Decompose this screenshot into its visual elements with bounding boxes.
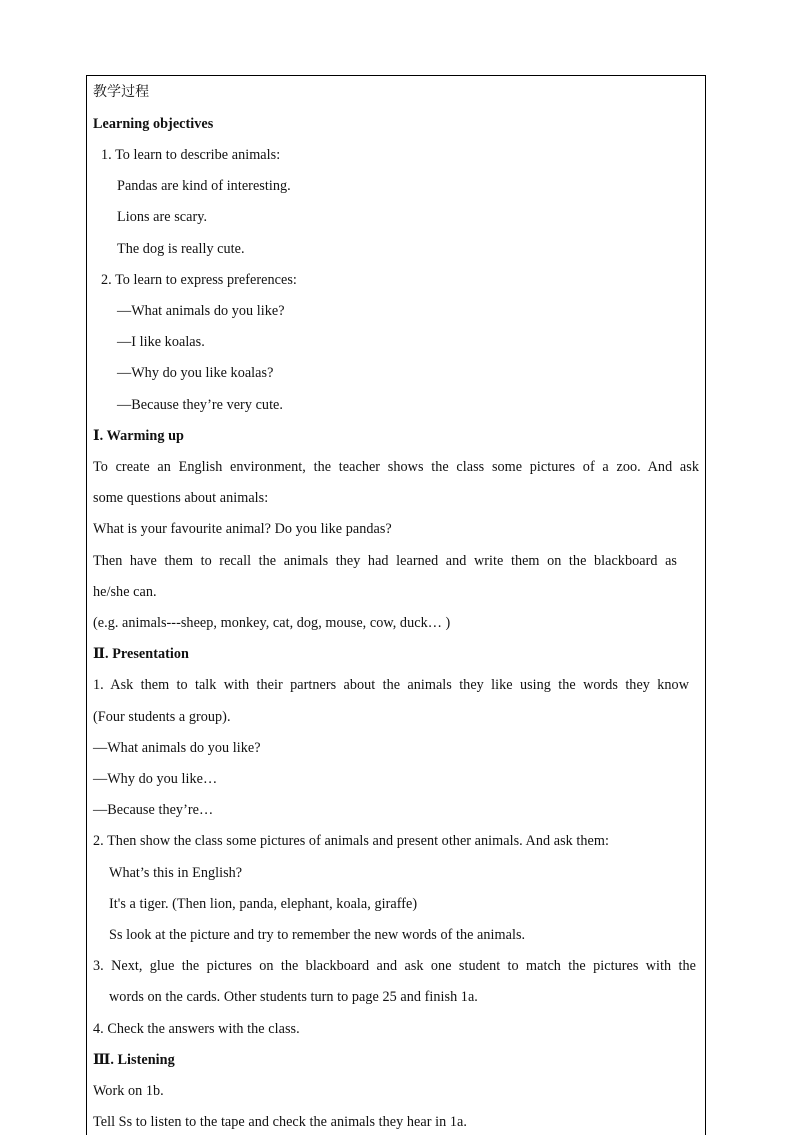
listening-heading: Ⅲ. Listening (93, 1052, 175, 1068)
presentation-step-4: 4. Check the answers with the class. (93, 1021, 300, 1037)
objective-1: 1. To learn to describe animals: (101, 147, 281, 163)
objective-1-example-c: The dog is really cute. (117, 241, 245, 257)
table-cell-border (86, 75, 706, 1135)
warming-up-paragraph-3-line-2: he/she can. (93, 584, 157, 600)
warming-up-paragraph-1-line-2: some questions about animals: (93, 490, 269, 506)
objective-2-dialogue-b: —I like koalas. (117, 334, 205, 350)
listening-paragraph-1: Work on 1b. (93, 1083, 164, 1099)
objective-2-dialogue-a: —What animals do you like? (117, 303, 285, 319)
presentation-heading: Ⅱ. Presentation (93, 646, 189, 662)
presentation-step-1-line-1: 1. Ask them to talk with their partners about the animals they like using the words they know (93, 677, 689, 693)
objective-1-example-b: Lions are scary. (117, 209, 208, 225)
presentation-step-2-line-c: Ss look at the picture and try to remember the new words of the animals. (109, 927, 526, 943)
presentation-step-2-line-a: What’s this in English? (109, 865, 243, 881)
warming-up-paragraph-2: What is your favourite animal? Do you like pandas? (93, 521, 392, 537)
presentation-dialogue-c: —Because they’re… (93, 802, 214, 818)
objective-1-example-a: Pandas are kind of interesting. (117, 178, 291, 194)
presentation-step-1-line-2: (Four students a group). (93, 709, 231, 725)
presentation-step-2: 2. Then show the class some pictures of animals and present other animals. And ask them: (93, 833, 609, 849)
objective-2-dialogue-d: —Because they’re very cute. (117, 397, 284, 413)
warming-up-paragraph-1-line-1: To create an English environment, the teacher shows the class some pictures of a zoo. And ask (93, 459, 699, 475)
presentation-dialogue-b: —Why do you like… (93, 771, 218, 787)
presentation-dialogue-a: —What animals do you like? (93, 740, 261, 756)
presentation-step-3-line-1: 3. Next, glue the pictures on the blackboard and ask one student to match the pictures with the (93, 958, 696, 974)
presentation-step-2-line-b: It's a tiger. (Then lion, panda, elephant, koala, giraffe) (109, 896, 418, 912)
objective-2-dialogue-c: —Why do you like koalas? (117, 365, 274, 381)
section-title: 教学过程 (93, 84, 150, 100)
warming-up-paragraph-4: (e.g. animals---sheep, monkey, cat, dog, mouse, cow, duck… ) (93, 615, 451, 631)
objectives-heading: Learning objectives (93, 116, 214, 132)
objective-2: 2. To learn to express preferences: (101, 272, 297, 288)
warming-up-heading: Ⅰ. Warming up (93, 428, 184, 444)
presentation-step-3-line-2: words on the cards. Other students turn to page 25 and finish 1a. (109, 989, 478, 1005)
warming-up-paragraph-3-line-1: Then have them to recall the animals they had learned and write them on the blackboard as (93, 553, 677, 569)
listening-paragraph-2: Tell Ss to listen to the tape and check the animals they hear in 1a. (93, 1114, 467, 1130)
